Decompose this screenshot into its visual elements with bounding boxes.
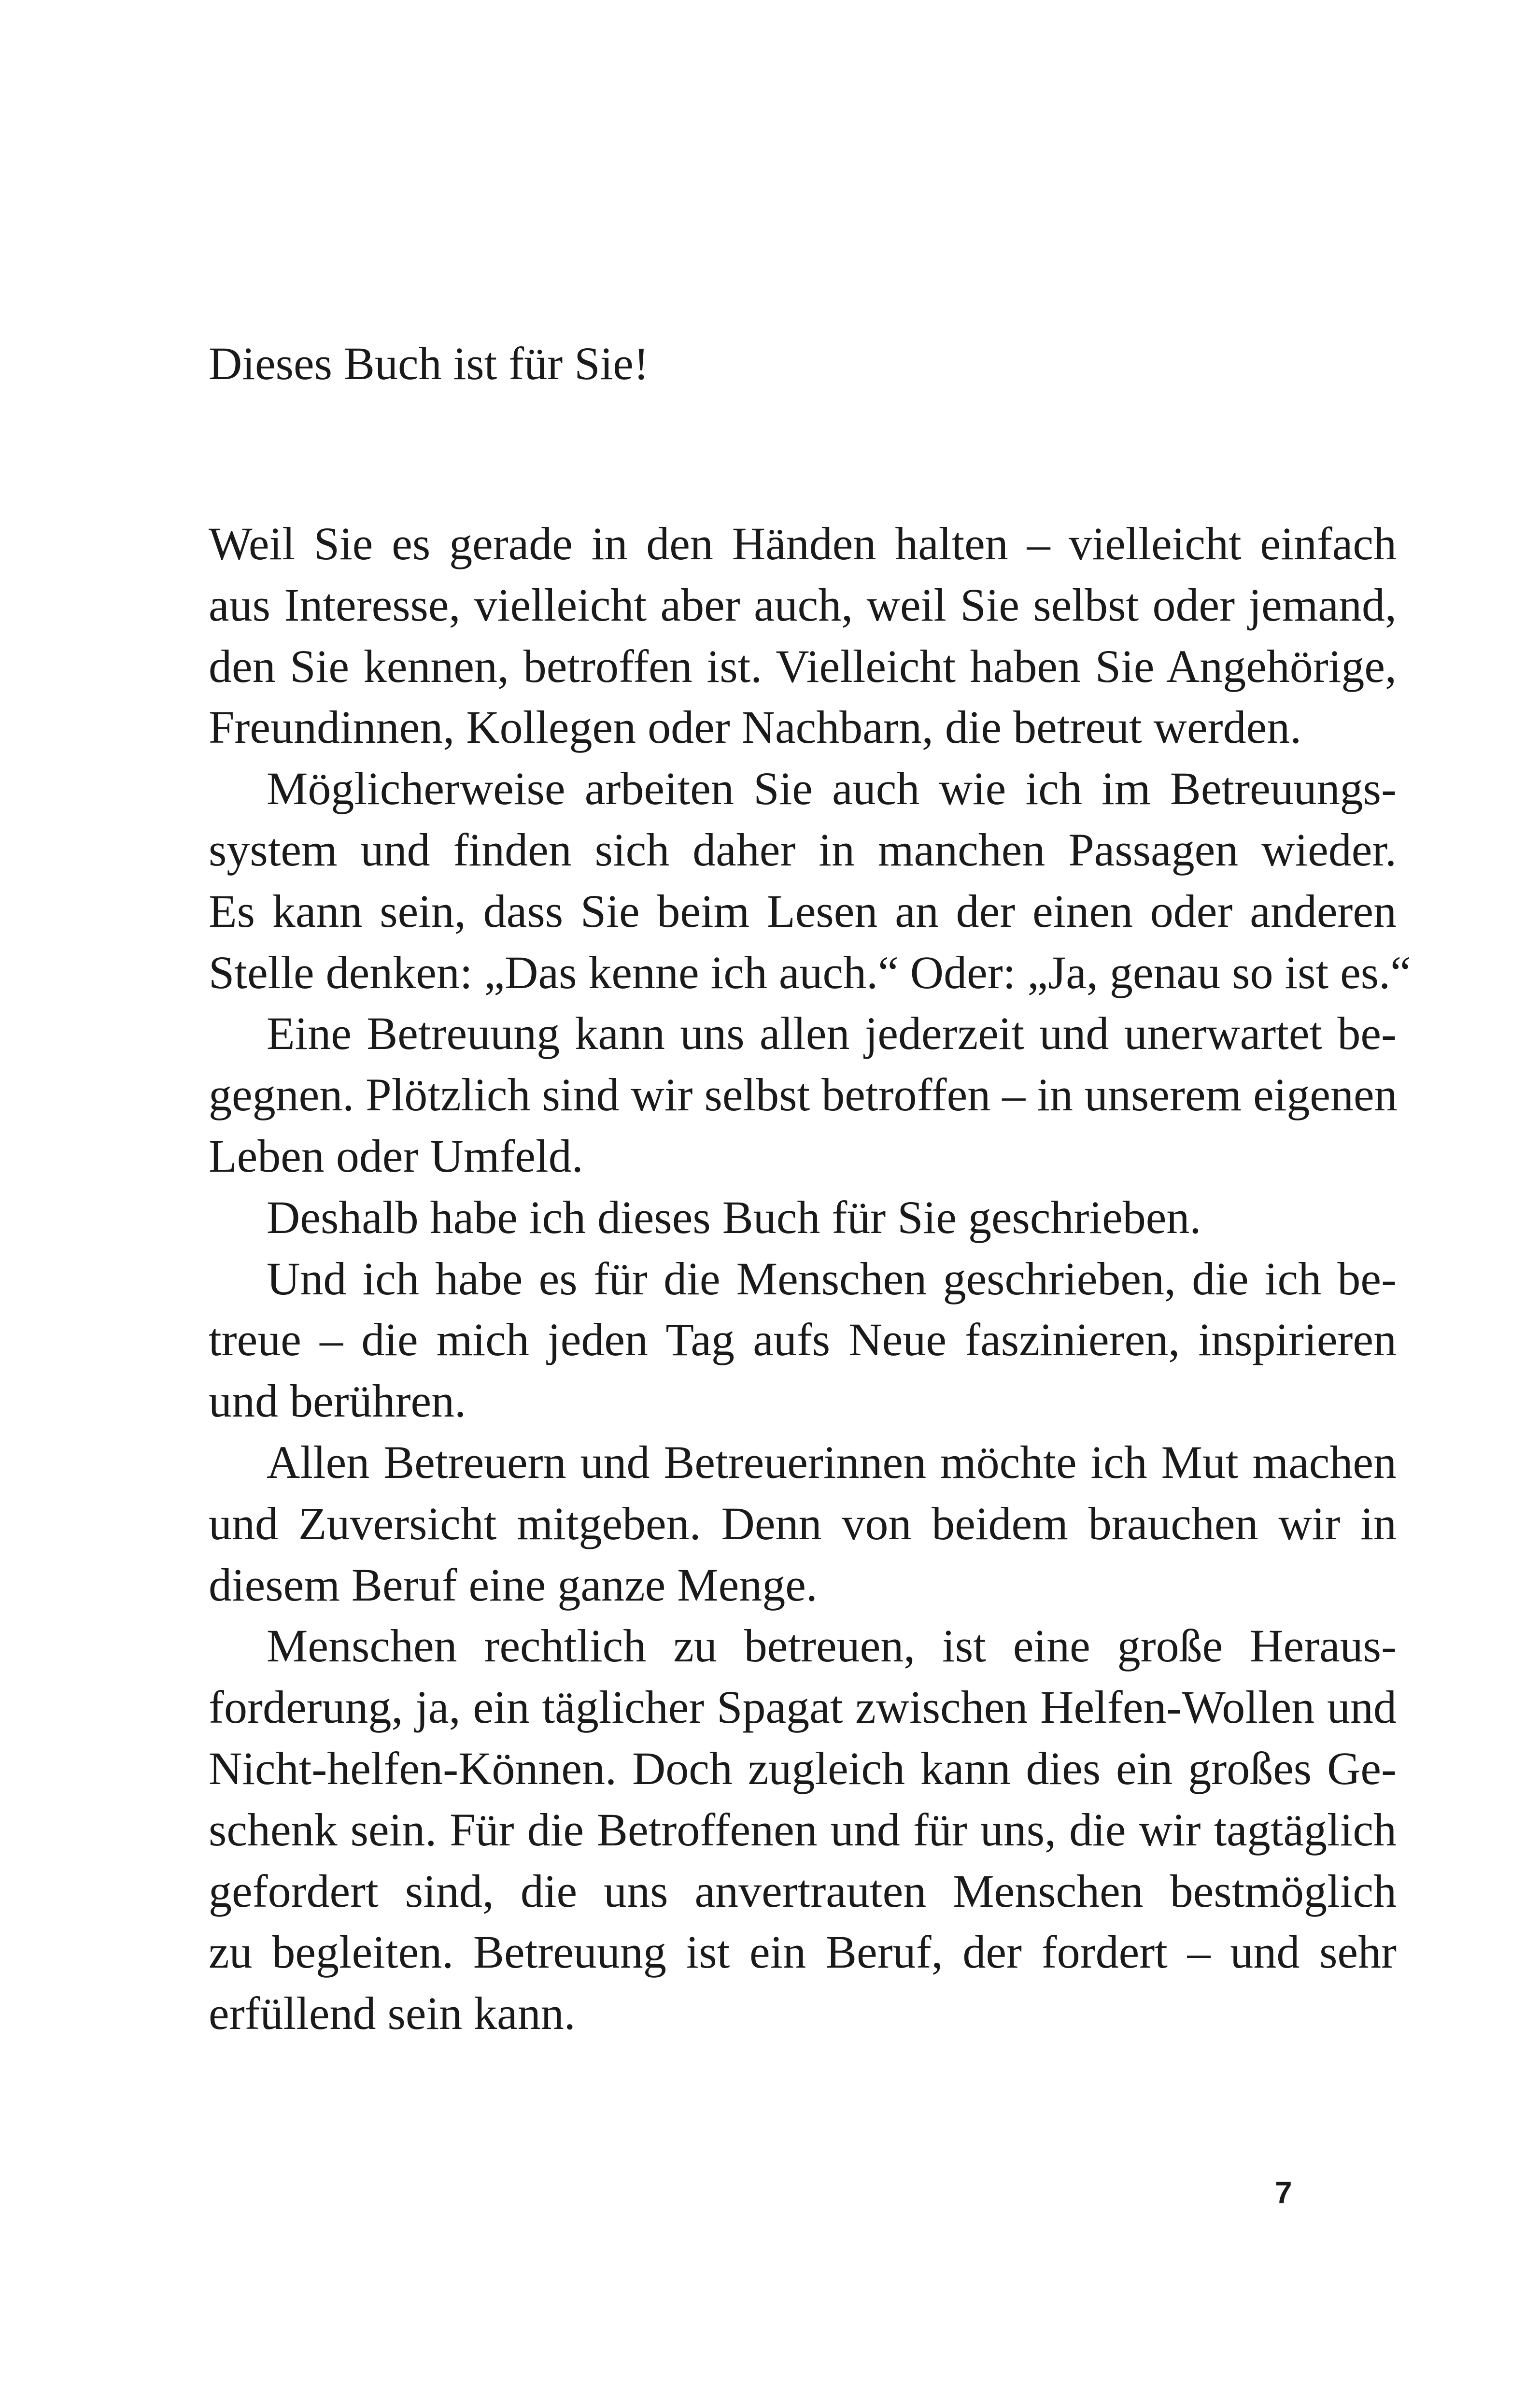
text-line: zu begleiten. Betreuung ist ein Beruf, der fordert – und sehr bbox=[209, 1926, 1397, 1978]
text-line: aus Interesse, vielleicht aber auch, weil Sie selbst oder jemand, bbox=[209, 579, 1397, 631]
text-line: Menschen rechtlich zu betreuen, ist eine große Heraus- bbox=[267, 1620, 1397, 1672]
text-line: gegnen. Plötzlich sind wir selbst betroffen – in unserem eigenen bbox=[209, 1069, 1398, 1121]
text-line: forderung, ja, ein täglicher Spagat zwischen Helfen-Wollen und bbox=[209, 1681, 1397, 1733]
text-line: Nicht-helfen-Können. Doch zugleich kann dies ein großes Ge- bbox=[209, 1742, 1397, 1794]
text-line: diesem Beruf eine ganze Menge. bbox=[209, 1559, 818, 1611]
text-line: Stelle denken: „Das kenne ich auch.“ Oder: „Ja, genau so ist es.“ bbox=[209, 946, 1411, 998]
text-line: Eine Betreuung kann uns allen jederzeit und unerwartet be- bbox=[267, 1007, 1397, 1060]
text-line: Möglicherweise arbeiten Sie auch wie ich im Betreuungs- bbox=[267, 763, 1397, 815]
text-line: und berühren. bbox=[209, 1375, 466, 1427]
text-line: erfüllend sein kann. bbox=[209, 1987, 576, 2040]
text-line: Allen Betreuern und Betreuerinnen möchte ich Mut machen bbox=[267, 1436, 1397, 1488]
page-heading: Dieses Buch ist für Sie! bbox=[209, 338, 649, 389]
text-line: Freundinnen, Kollegen oder Nachbarn, die betreut werden. bbox=[209, 701, 1302, 753]
text-line: Es kann sein, dass Sie beim Lesen an der einen oder anderen bbox=[209, 885, 1397, 937]
text-line: treue – die mich jeden Tag aufs Neue faszinieren, inspirieren bbox=[209, 1314, 1397, 1366]
text-line: Und ich habe es für die Menschen geschrieben, die ich be- bbox=[267, 1252, 1397, 1304]
text-line: gefordert sind, die uns anvertrauten Menschen bestmöglich bbox=[209, 1865, 1397, 1917]
body-text bbox=[209, 513, 1411, 2044]
text-line: system und finden sich daher in manchen Passagen wieder. bbox=[209, 823, 1397, 876]
text-block bbox=[209, 333, 1411, 2044]
text-line: Weil Sie es gerade in den Händen halten – vielleicht einfach bbox=[209, 518, 1397, 569]
text-line: schenk sein. Für die Betroffenen und für uns, die wir tagtäglich bbox=[209, 1803, 1397, 1856]
text-line: Deshalb habe ich dieses Buch für Sie geschrieben. bbox=[267, 1191, 1201, 1243]
text-line: Leben oder Umfeld. bbox=[209, 1130, 583, 1182]
page-number: 7 bbox=[1275, 2175, 1292, 2210]
text-line: den Sie kennen, betroffen ist. Vielleicht haben Sie Angehörige, bbox=[209, 640, 1397, 692]
text-line: und Zuversicht mitgeben. Denn von beidem brauchen wir in bbox=[209, 1497, 1397, 1549]
